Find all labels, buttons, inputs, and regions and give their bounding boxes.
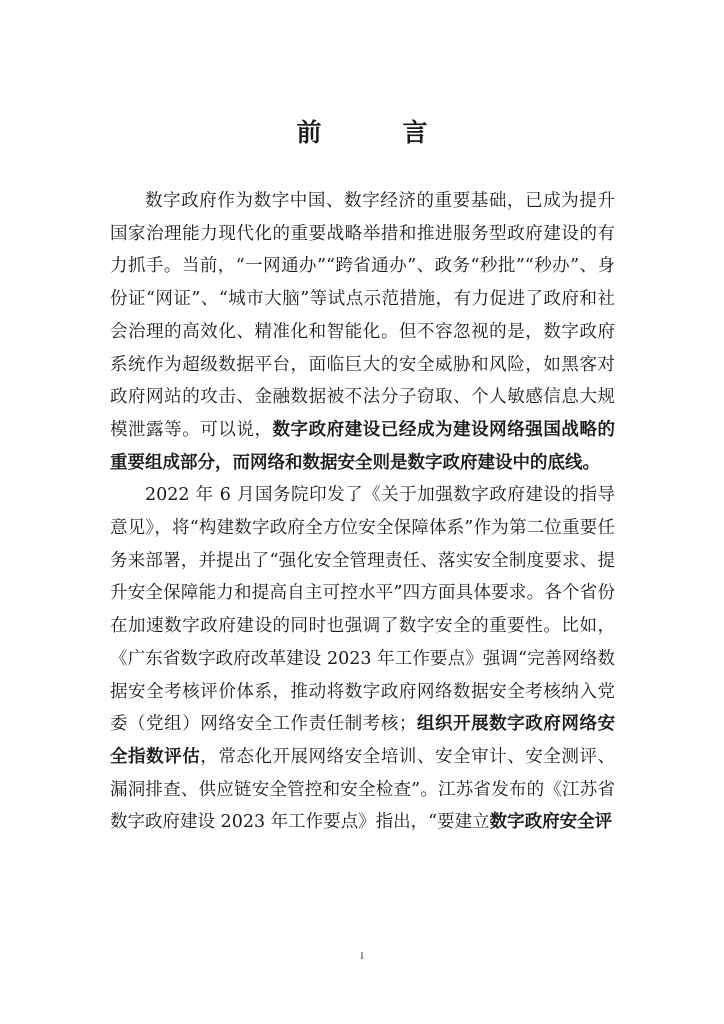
bold-text-run: 组织开展数字政府网络安全指数评估 bbox=[110, 714, 616, 767]
page-title: 前 言 bbox=[296, 118, 456, 147]
bold-text-run: 数字政府安全评 bbox=[489, 812, 613, 833]
bold-text-run: 数字政府建设已经成为建设网络强国战略的重要组成部分，而网络和数据安全则是数字政府建设中的底线。 bbox=[110, 419, 615, 473]
text-run: 数字政府作为数字中国、数字经济的重要基础，已成为提升国家治理能力现代化的重要战略举措和推进服务型政府建设的有力抓手。当前，“一网通办”“跨省通办”、政务“秒批”“秒办”、身份证“网证”、“城市大脑”等试点示范措施，有力促进了政府和社会治理的高效化、精准化和智能化。但不容忽视的是，数字政府系统作为超级数据平台，面临巨大的安全威胁和风险，如黑客对政府网站的攻击、金融数据被不法分子窃取、个人敏感信息大规模泄露等。可以说， bbox=[110, 191, 615, 440]
text-run: ，常态化开展网络安全培训、安全审计、安全测评、漏洞排查、供应链安全管控和安全检查”。江苏省发布的《江苏省数字政府建设 2023 年工作要点》指出，“要建立 bbox=[110, 746, 616, 833]
paragraph-2 bbox=[110, 479, 615, 839]
paragraph-1 bbox=[110, 185, 615, 479]
body-text bbox=[110, 185, 615, 839]
text-run: 2022 年 6 月国务院印发了《关于加强数字政府建设的指导意见》，将“构建数字政府全方位安全保障体系”作为第二位重要任务来部署，并提出了“强化安全管理责任、落实安全制度要求、提升安全保障能力和提高自主可控水平”四方面具体要求。各个省份在加速数字政府建设的同时也强调了数字安全的重要性。比如，《广东省数字政府改革建设 2023 年工作要点》强调“完善网络数据安全考核评价体系，推动将数字政府网络数据安全考核纳入党委（党组）网络安全工作责任制考核； bbox=[110, 485, 615, 735]
page-number: I bbox=[360, 951, 364, 961]
